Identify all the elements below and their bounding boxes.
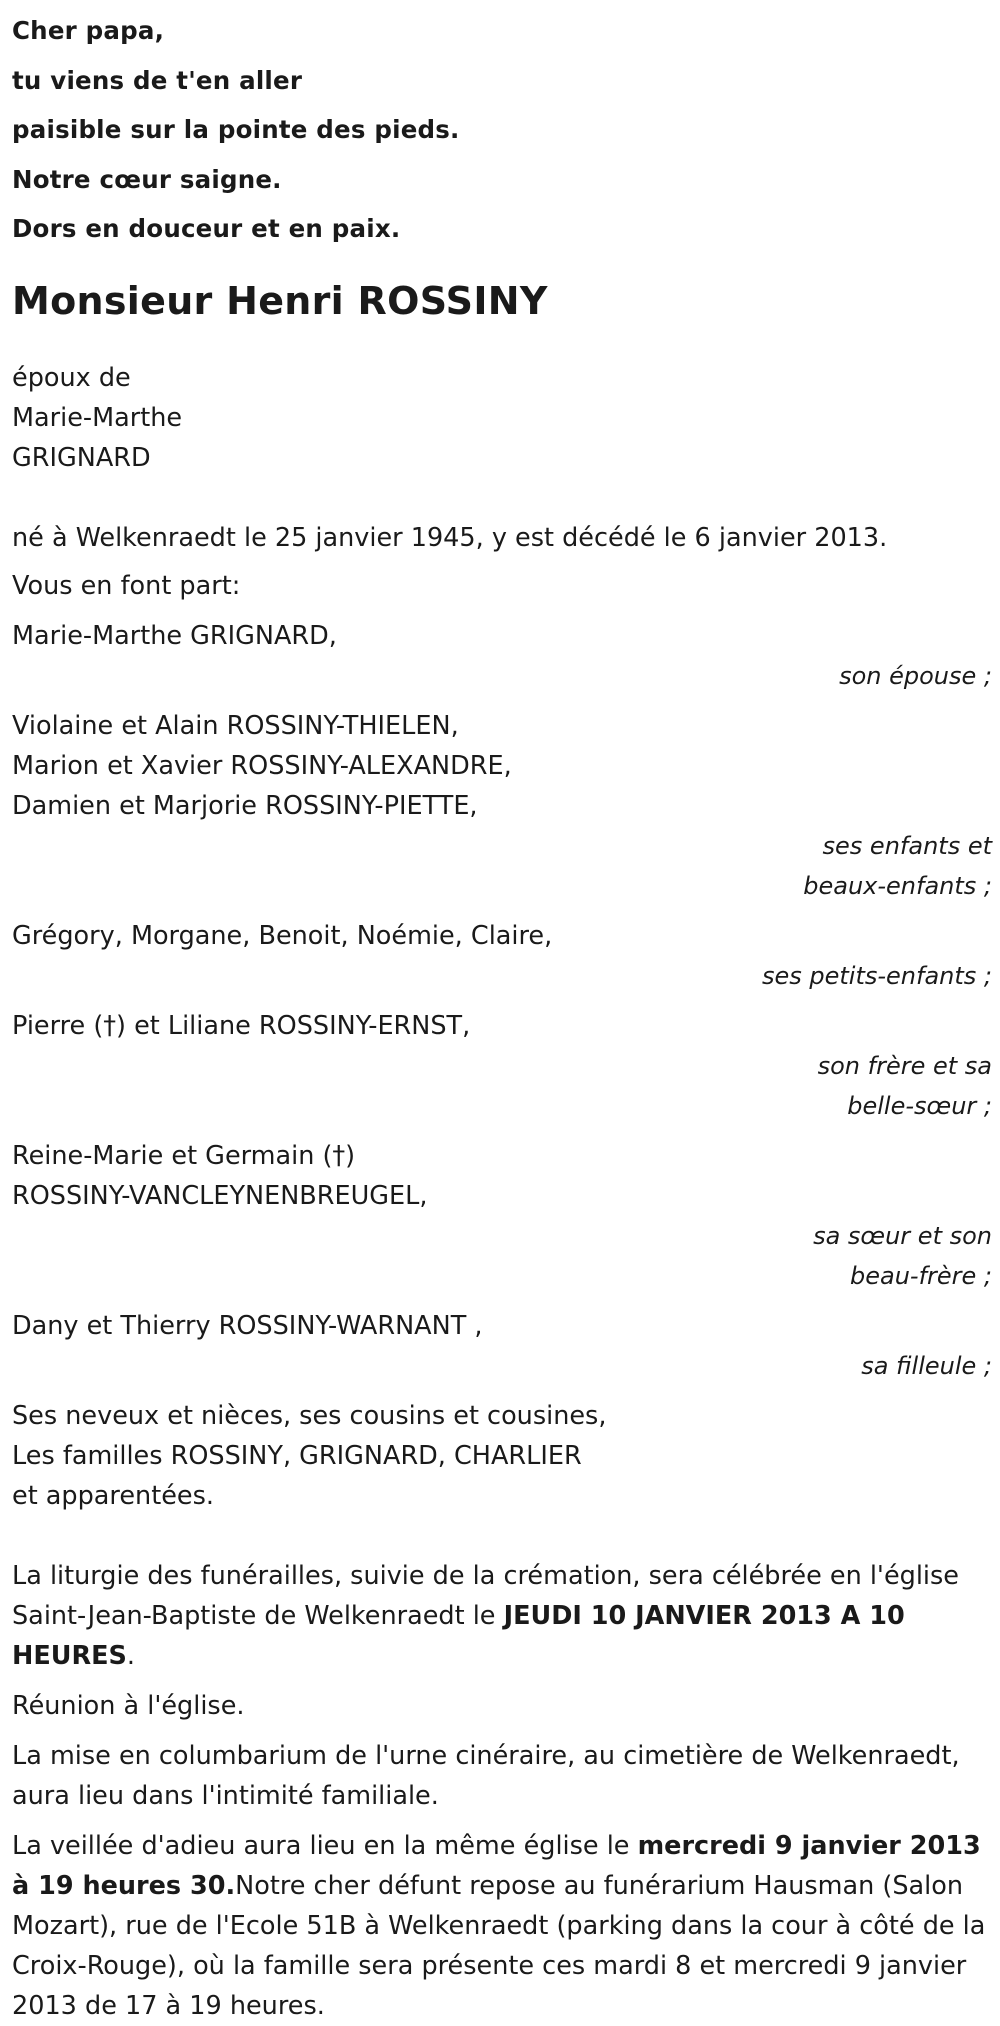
family-line: Ses neveux et nièces, ses cousins et cousines, xyxy=(12,1400,607,1431)
family-line: et apparentées. xyxy=(12,1480,214,1511)
vigil-text: La veillée d'adieu aura lieu en la même église le xyxy=(12,1830,638,1861)
family-line: Les familles ROSSINY, GRIGNARD, CHARLIER xyxy=(12,1440,582,1471)
family-entry-goddaughter xyxy=(12,1306,992,1386)
vigil-paragraph xyxy=(12,1826,992,2026)
family-names: Violaine et Alain ROSSINY-THIELEN, xyxy=(12,710,459,741)
family-names: Grégory, Morgane, Benoit, Noémie, Claire, xyxy=(12,920,553,951)
poem xyxy=(12,0,992,254)
family-names: Marie-Marthe GRIGNARD, xyxy=(12,620,337,651)
family-names: Reine-Marie et Germain (†) xyxy=(12,1140,356,1171)
poem-line: paisible sur la pointe des pieds. xyxy=(12,115,460,145)
poem-line: Cher papa, xyxy=(12,16,165,45)
family-names: Marion et Xavier ROSSINY-ALEXANDRE, xyxy=(12,750,512,781)
family-relation: sa sœur et son xyxy=(813,1221,992,1250)
family-relation: son épouse ; xyxy=(839,661,992,690)
spouse-line: GRIGNARD xyxy=(12,442,151,473)
family-entry-children xyxy=(12,706,992,906)
family-relation: sa filleule ; xyxy=(861,1351,992,1380)
spouse-info xyxy=(12,358,992,478)
family-relation: son frère et sa xyxy=(817,1051,992,1080)
vigil-date: mercredi 9 janvier 2013 à 19 heures 30. xyxy=(12,1830,981,1901)
extended-family xyxy=(12,1396,992,1516)
family-relation: beau-frère ; xyxy=(849,1261,992,1290)
family-relation: ses petits-enfants ; xyxy=(761,961,992,990)
liturgy-text: La liturgie des funérailles, suivie de la crémation, sera célébrée en l'église Saint-Jean-Baptiste de Welkenraedt le xyxy=(12,1560,959,1631)
spouse-line: époux de xyxy=(12,362,131,393)
funeral-liturgy-paragraph xyxy=(12,1556,992,1676)
poem-line: Dors en douceur et en paix. xyxy=(12,214,401,244)
family-entry-sister xyxy=(12,1136,992,1296)
family-names: Dany et Thierry ROSSINY-WARNANT , xyxy=(12,1310,483,1341)
obituary-page xyxy=(12,0,992,2026)
family-names: ROSSINY-VANCLEYNENBREUGEL, xyxy=(12,1180,428,1211)
reunion-paragraph: Réunion à l'église. xyxy=(12,1690,245,1721)
deceased-name: Monsieur Henri ROSSINY xyxy=(12,278,548,323)
liturgy-end: . xyxy=(126,1640,135,1671)
columbarium-paragraph: La mise en columbarium de l'urne cinéraire, au cimetière de Welkenraedt, aura lieu dans l'intimité familiale. xyxy=(12,1740,960,1811)
poem-line: tu viens de t'en aller xyxy=(12,65,303,95)
family-names: Pierre (†) et Liliane ROSSINY-ERNST, xyxy=(12,1010,471,1041)
vigil-end: Notre cher défunt repose au funérarium Hausman (Salon Mozart), rue de l'Ecole 51B à Welkenraedt (parking dans la cour à côté de la Croix-Rouge), où la famille sera présente ces mardi 8 et mercredi 9 janvier 2013 de 17 à 19 heures. xyxy=(12,1870,986,2021)
family-entry-grandchildren xyxy=(12,916,992,996)
birth-death-line: né à Welkenraedt le 25 janvier 1945, y est décédé le 6 janvier 2013. xyxy=(12,522,888,553)
liturgy-date: JEUDI 10 JANVIER 2013 A 10 HEURES xyxy=(12,1600,905,1671)
family-relation: belle-sœur ; xyxy=(847,1091,992,1120)
family-relation: beaux-enfants ; xyxy=(803,871,992,900)
family-entry-spouse xyxy=(12,616,992,696)
spouse-line: Marie-Marthe xyxy=(12,402,183,433)
announcement-line: Vous en font part: xyxy=(12,570,241,601)
family-entry-brother xyxy=(12,1006,992,1126)
poem-line: Notre cœur saigne. xyxy=(12,164,282,194)
family-names: Damien et Marjorie ROSSINY-PIETTE, xyxy=(12,790,478,821)
family-relation: ses enfants et xyxy=(822,831,992,860)
